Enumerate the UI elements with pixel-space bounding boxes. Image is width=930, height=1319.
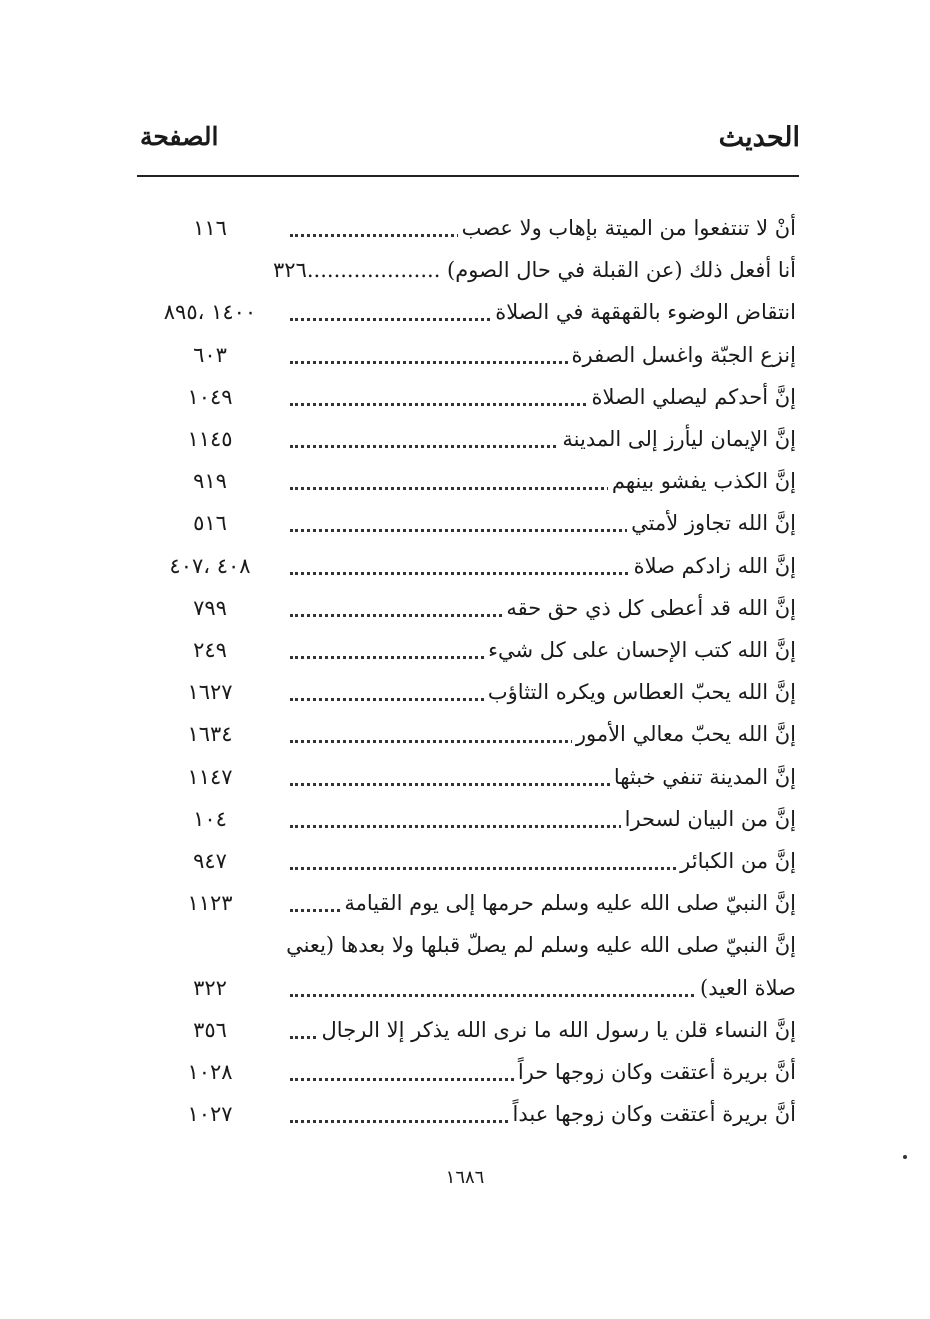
index-entry <box>0 292 930 332</box>
page-number: ١٦٨٦ <box>445 1167 485 1188</box>
hadith-text <box>286 925 796 965</box>
page-reference: ١١٦ <box>193 216 227 240</box>
hadith-text-label: إنَّ النبيّ صلى الله عليه وسلم لم يصلّ قبلها ولا بعدها (يعني <box>282 933 796 957</box>
index-entry <box>0 208 930 248</box>
hadith-text <box>290 377 796 417</box>
hadith-text-label: إنَّ الله زادكم صلاة <box>630 554 796 578</box>
header-divider <box>137 175 799 177</box>
hadith-text <box>290 503 796 543</box>
hadith-text <box>290 335 796 375</box>
hadith-text-label: إنَّ من البيان لسحرا <box>621 807 796 831</box>
hadith-text-label: أنا أفعل ذلك (عن القبلة في حال الصوم) ....................٣٢٦ <box>269 258 796 282</box>
page-reference: ٥١٦ <box>193 511 227 535</box>
hadith-text <box>290 419 796 459</box>
index-entry <box>0 1094 930 1134</box>
hadith-text-label: إنَّ الله تجاوز لأمتي <box>627 511 796 535</box>
hadith-text-label: انتقاض الوضوء بالقهقهة في الصلاة <box>491 300 796 324</box>
page-reference: ١٤٠٠ ،٨٩٥ <box>163 300 257 324</box>
page-reference: ١٦٢٧ <box>187 680 233 704</box>
hadith-text <box>290 968 796 1008</box>
hadith-text <box>290 630 796 670</box>
index-entry <box>0 672 930 712</box>
index-entry <box>0 503 930 543</box>
hadith-text <box>290 714 796 754</box>
page-reference: ١١٤٧ <box>187 765 233 789</box>
index-entry <box>0 546 930 586</box>
index-entry <box>0 1052 930 1092</box>
page-reference: ٩١٩ <box>193 469 227 493</box>
hadith-text <box>290 1010 796 1050</box>
page-reference: ٦٠٣ <box>193 343 227 367</box>
index-entry <box>0 1010 930 1050</box>
page-reference: ١٦٣٤ <box>187 722 233 746</box>
hadith-text-label: إنَّ الله قد أعطى كل ذي حق حقه <box>502 596 796 620</box>
index-entry <box>0 377 930 417</box>
page-reference: ٤٠٨ ،٤٠٧ <box>169 554 251 578</box>
index-entry <box>0 925 930 965</box>
index-header <box>136 122 800 162</box>
page-reference: ١٠٤ <box>193 807 227 831</box>
hadith-text-label: إنَّ الله يحبّ العطاس ويكره التثاؤب <box>484 680 796 704</box>
hadith-text-label: إنَّ من الكبائر <box>676 849 796 873</box>
index-entry <box>0 461 930 501</box>
index-entry <box>0 799 930 839</box>
hadith-text <box>290 883 796 923</box>
hadith-text <box>290 799 796 839</box>
page-reference: ١٠٢٧ <box>187 1102 233 1126</box>
hadith-text-label: صلاة العيد) <box>696 976 796 1000</box>
index-entry <box>0 588 930 628</box>
index-entry <box>0 419 930 459</box>
page-reference: ٢٤٩ <box>193 638 227 662</box>
hadith-text <box>290 208 796 248</box>
hadith-text <box>290 461 796 501</box>
index-entry <box>0 968 930 1008</box>
hadith-text-label: أنْ لا تنتفعوا من الميتة بإهاب ولا عصب <box>458 216 796 240</box>
index-entry <box>0 841 930 881</box>
hadith-text-label: أنَّ بريرة أعتقت وكان زوجها حراً <box>514 1060 796 1084</box>
hadith-text-label: إنَّ أحدكم ليصلي الصلاة <box>588 385 796 409</box>
page-reference: ١١٢٣ <box>187 891 233 915</box>
page-reference: ٩٤٧ <box>193 849 227 873</box>
index-entry <box>0 630 930 670</box>
hadith-text-label: إنَّ الإيمان ليأرز إلى المدينة <box>558 427 796 451</box>
page-reference: ٧٩٩ <box>193 596 227 620</box>
index-entry <box>0 250 930 290</box>
page-column-heading: الصفحة <box>140 122 219 151</box>
page-reference: ١١٤٥ <box>187 427 233 451</box>
index-entry <box>0 757 930 797</box>
hadith-text-label: أنَّ بريرة أعتقت وكان زوجها عبداً <box>509 1102 796 1126</box>
hadith-text-label: إنَّ الله يحبّ معالي الأمور <box>572 722 796 746</box>
hadith-text-label: إنزع الجبّة واغسل الصفرة <box>568 343 796 367</box>
page-reference: ٣٢٢ <box>193 976 227 1000</box>
hadith-column-heading: الحديث <box>718 122 800 153</box>
hadith-text-label: إنَّ الله كتب الإحسان على كل شيء <box>484 638 796 662</box>
page-reference: ٣٥٦ <box>193 1018 227 1042</box>
hadith-text <box>290 292 796 332</box>
hadith-text-label: إنَّ المدينة تنفي خبثها <box>610 765 796 789</box>
hadith-text <box>290 757 796 797</box>
hadith-text <box>290 1094 796 1134</box>
hadith-text <box>290 546 796 586</box>
scan-speck <box>903 1155 907 1159</box>
hadith-text <box>290 841 796 881</box>
index-entry <box>0 335 930 375</box>
index-entry <box>0 714 930 754</box>
index-entry <box>0 883 930 923</box>
hadith-text <box>290 588 796 628</box>
page-reference: ١٠٤٩ <box>187 385 233 409</box>
hadith-text <box>273 250 796 290</box>
hadith-text-label: إنَّ النساء قلن يا رسول الله ما نرى الله يذكر إلا الرجال <box>318 1018 796 1042</box>
hadith-text <box>290 672 796 712</box>
page-reference: ١٠٢٨ <box>187 1060 233 1084</box>
hadith-text-label: إنَّ النبيّ صلى الله عليه وسلم حرمها إلى يوم القيامة <box>340 891 796 915</box>
hadith-text-label: إنَّ الكذب يفشو بينهم <box>608 469 796 493</box>
hadith-text <box>290 1052 796 1092</box>
